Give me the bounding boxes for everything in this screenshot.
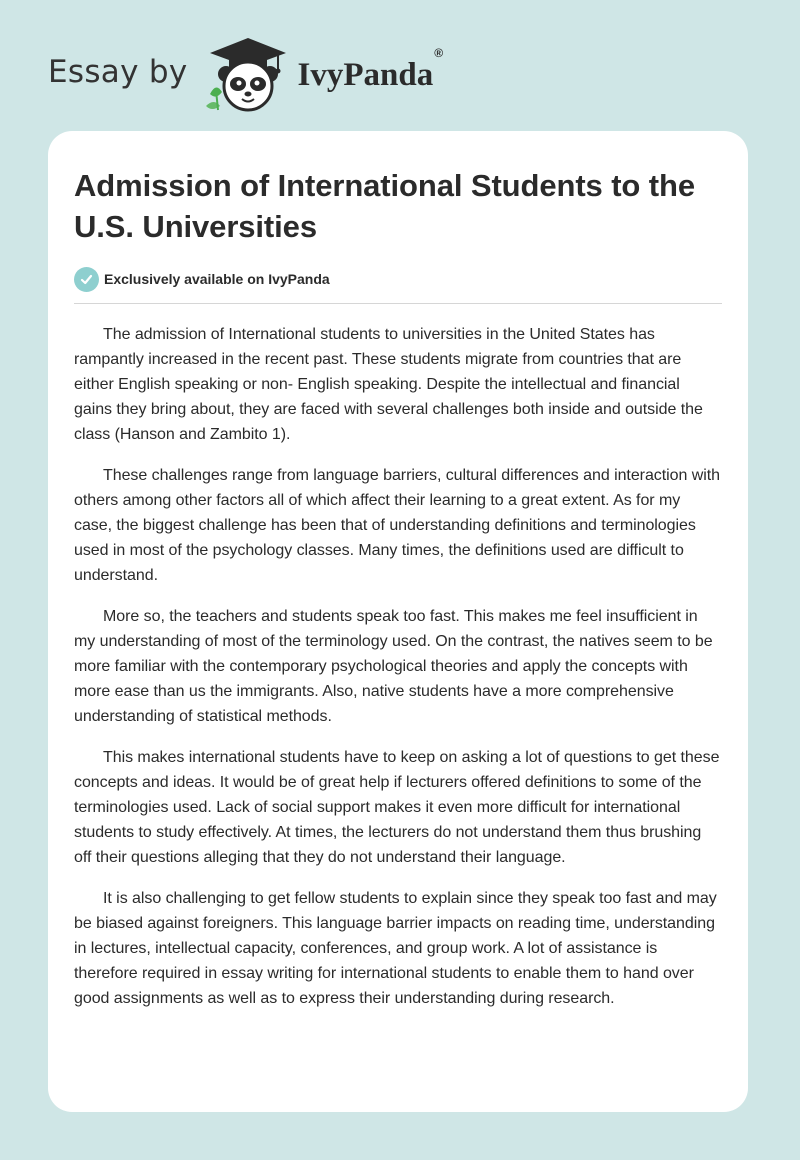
essay-paragraph: More so, the teachers and students speak too fast. This makes me feel insufficient in my understanding of most of the terminology used. On the contrast, the natives seem to be more familiar with the contemporary psychological theories and apply the concepts with more ease than us the immigrants. Also, native students have a more comprehensive understanding of statistical methods. — [74, 608, 713, 725]
site-header — [48, 36, 443, 112]
brand-text: IvyPanda — [297, 56, 434, 93]
essay-paragraph: The admission of International students to universities in the United States has rampantly increased in the recent past. These students migrate from countries that are either English speaking or non- English speaking. Despite the intellectual and financial gains they bring about, they are faced with several challenges both inside and outside the class (Hanson and Zambito 1). — [74, 326, 703, 443]
check-icon — [74, 267, 99, 292]
essay-paragraph: It is also challenging to get fellow students to explain since they speak too fast and may be biased against foreigners. This language barrier impacts on reading time, understanding in lectures, intellectual capacity, conferences, and group work. A lot of assistance is therefore required in essay writing for international students to enable them to hand over good assignments as well as to express their understanding during research. — [74, 890, 717, 1007]
essay-by-label: Essay by — [48, 54, 188, 90]
essay-paragraph: This makes international students have to keep on asking a lot of questions to get these concepts and ideas. It would be of great help if lecturers offered definitions to some of the terminologies used. Lack of social support makes it even more difficult for international students to study effectively. At times, the lecturers do not understand them thus brushing off their questions alleging that they do not understand their language. — [74, 749, 720, 866]
essay-paragraph: These challenges range from language barriers, cultural differences and interaction with others among other factors all of which affect their learning to a great extent. As for my case, the biggest challenge has been that of understanding definitions and terminologies used in most of the psychology classes. Many times, the definitions used are difficult to understand. — [74, 467, 720, 584]
exclusive-badge — [74, 266, 722, 292]
page-title: Admission of International Students to the U.S. Universities — [74, 168, 695, 244]
divider — [74, 303, 722, 304]
essay-body — [74, 322, 722, 1011]
registered-mark: ® — [434, 45, 444, 60]
panda-graduate-icon[interactable] — [202, 36, 294, 112]
brand-name[interactable] — [297, 45, 444, 94]
essay-card — [48, 131, 748, 1112]
exclusive-badge-label: Exclusively available on IvyPanda — [104, 271, 330, 287]
